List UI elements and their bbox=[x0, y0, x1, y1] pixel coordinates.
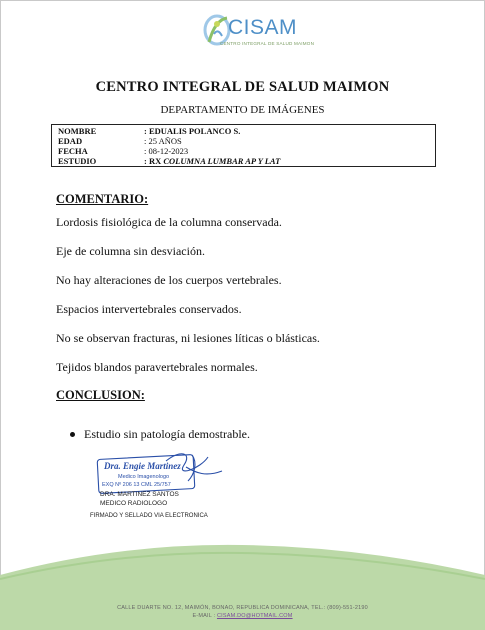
stamp-ids: EXQ Nº 206 13 CML 25/757 bbox=[102, 482, 171, 488]
study-date-value: : 08-12-2023 bbox=[144, 146, 189, 156]
study-value bbox=[144, 156, 280, 166]
info-label: ESTUDIO bbox=[58, 156, 97, 166]
signer-role: MEDICO RADIOLOGO bbox=[100, 500, 168, 507]
info-label: FECHA bbox=[58, 146, 88, 156]
finding-item: Eje de columna sin desviación. bbox=[56, 244, 205, 258]
bullet-icon bbox=[70, 432, 75, 437]
logo-subtitle: CENTRO INTEGRAL DE SALUD MAIMON bbox=[220, 41, 315, 46]
patient-name-value: : EDUALIS POLANCO S. bbox=[144, 126, 241, 136]
stamp-name: Dra. Engie Martinez bbox=[104, 461, 181, 471]
info-row-name bbox=[56, 126, 431, 136]
doctor-stamp-signature bbox=[96, 447, 228, 495]
conclusion-item bbox=[70, 427, 250, 442]
signed-note: FIRMADO Y SELLADO VIA ELECTRONICA bbox=[90, 513, 208, 519]
finding-item: Lordosis fisiológica de la columna conservada. bbox=[56, 215, 282, 229]
finding-item: No hay alteraciones de los cuerpos vertebrales. bbox=[56, 273, 282, 287]
conclusion-list bbox=[70, 427, 250, 442]
conclusion-text: Estudio sin patología demostrable. bbox=[84, 427, 250, 441]
email-link[interactable]: CISAM.DO@HOTMAIL.COM bbox=[216, 613, 293, 619]
patient-info-box bbox=[51, 124, 436, 167]
footer-email bbox=[0, 613, 485, 619]
info-row-date bbox=[56, 146, 431, 156]
logo-text: CISAM bbox=[228, 16, 298, 39]
email-prefix: E-MAIL : bbox=[192, 613, 217, 619]
page-title: CENTRO INTEGRAL DE SALUD MAIMON bbox=[95, 79, 390, 95]
info-label: NOMBRE bbox=[58, 126, 97, 136]
comment-heading: COMENTARIO: bbox=[56, 192, 149, 206]
finding-item: Espacios intervertebrales conservados. bbox=[56, 302, 242, 316]
study-type: : RX bbox=[144, 156, 164, 166]
footer-address: CALLE DUARTE NO. 12, MAIMÓN, BONAO, REPUBLICA DOMINICANA, TEL.: (809)-551-2190 bbox=[117, 605, 368, 611]
finding-item: Tejidos blandos paravertebrales normales. bbox=[56, 360, 258, 374]
signer-name: DRA. MARTINEZ SANTOS bbox=[100, 491, 179, 498]
study-description: COLUMNA LUMBAR AP Y LAT bbox=[163, 156, 281, 166]
patient-age-value: : 25 AÑOS bbox=[144, 136, 182, 146]
info-row-study bbox=[56, 156, 431, 166]
info-row-age bbox=[56, 136, 431, 146]
info-label: EDAD bbox=[58, 136, 83, 146]
department-subtitle: DEPARTAMENTO DE IMÁGENES bbox=[160, 104, 325, 116]
stamp-title: Medico Imagenologo bbox=[118, 474, 170, 480]
finding-item: No se observan fracturas, ni lesiones líticas o blásticas. bbox=[56, 331, 320, 345]
conclusion-heading: CONCLUSION: bbox=[56, 388, 145, 402]
